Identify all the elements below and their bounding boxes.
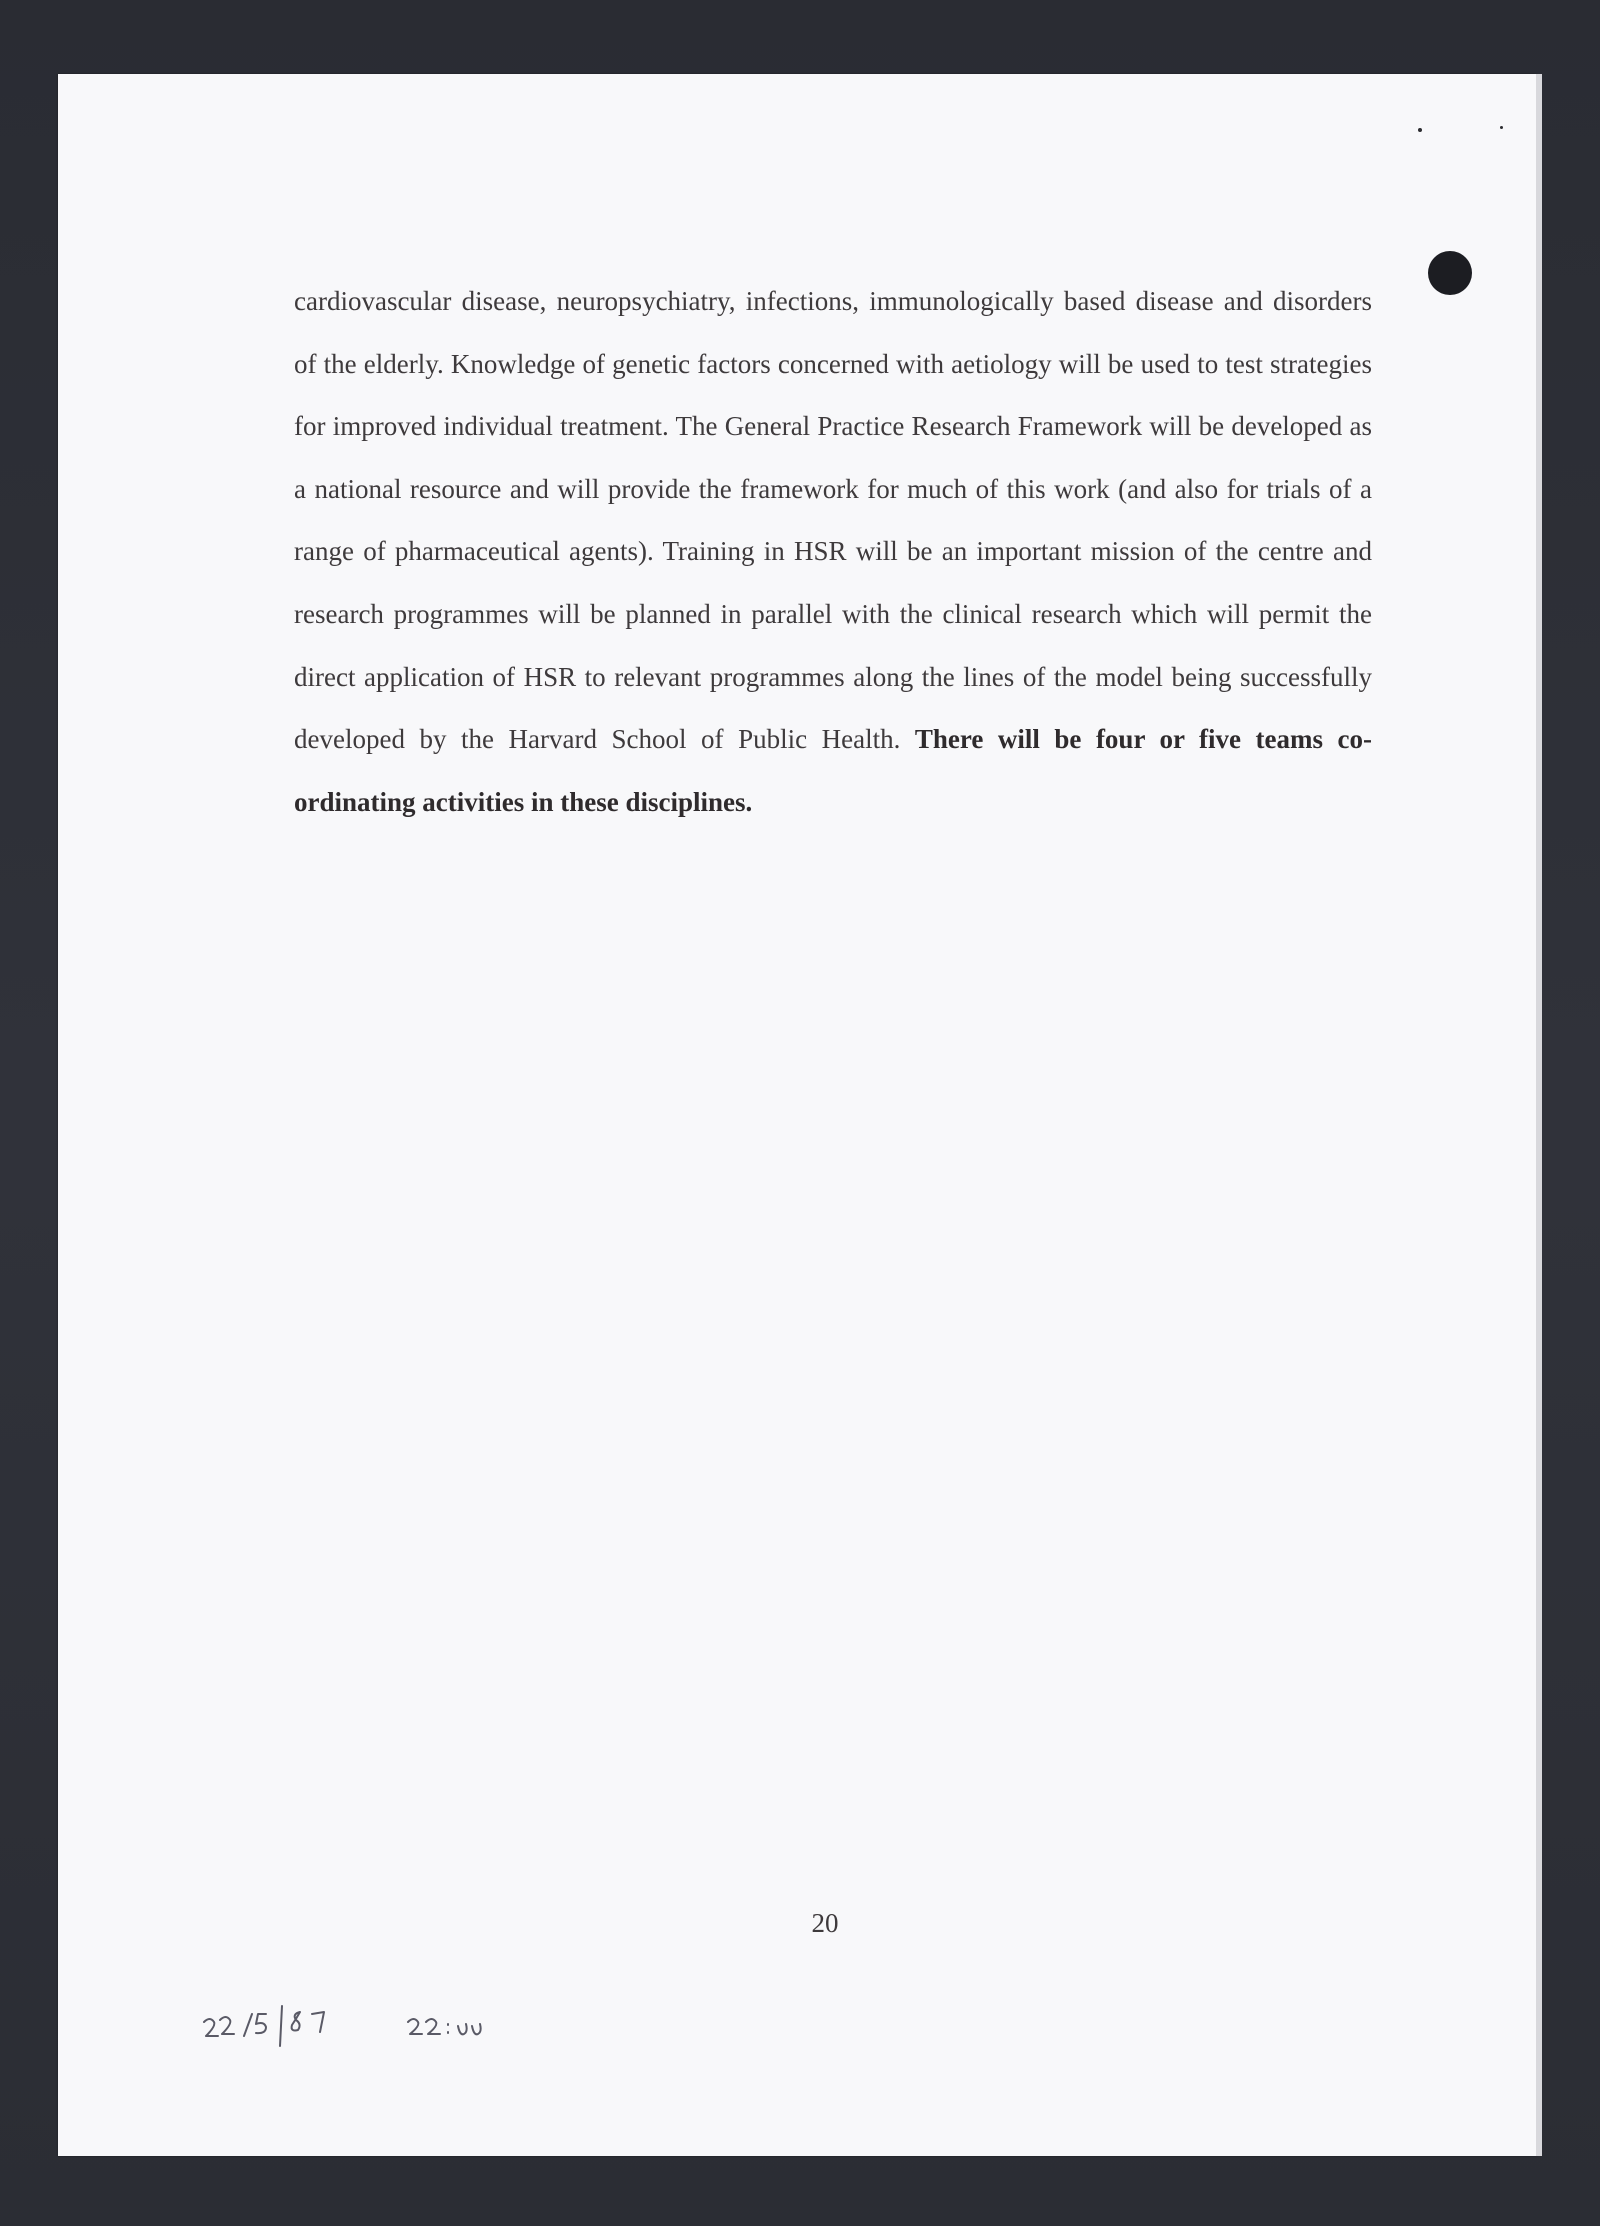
paper-speck <box>1500 126 1503 129</box>
body-paragraph <box>294 270 1372 833</box>
handwritten-annotation <box>200 1998 520 2063</box>
paragraph-text: cardiovascular disease, neuropsychiatry, infections, immunologically based disease and disorders of the elderly. Knowledge of genetic factors concerned with aetiology will be used to test strategies for improved individual treatment. The General Practice Research Framework will be developed as a national resource and will provide the framework for much of this work (and also for trials of a range of pharmaceutical agents). Training in HSR will be an important mission of the centre and research programmes will be planned in parallel with the clinical research which will permit the direct application of HSR to relevant programmes along the lines of the model being successfully developed by the Harvard School of Public Health. <box>294 286 1372 755</box>
punch-hole <box>1428 251 1472 295</box>
page-edge <box>1536 74 1542 2156</box>
page-number: 20 <box>811 1908 839 1938</box>
paper-speck <box>1418 128 1422 132</box>
handwritten-date-time <box>200 1998 520 2058</box>
paragraph-bold-text: There will be four or five teams co-ordinating activities in these disciplines. <box>294 724 1372 817</box>
